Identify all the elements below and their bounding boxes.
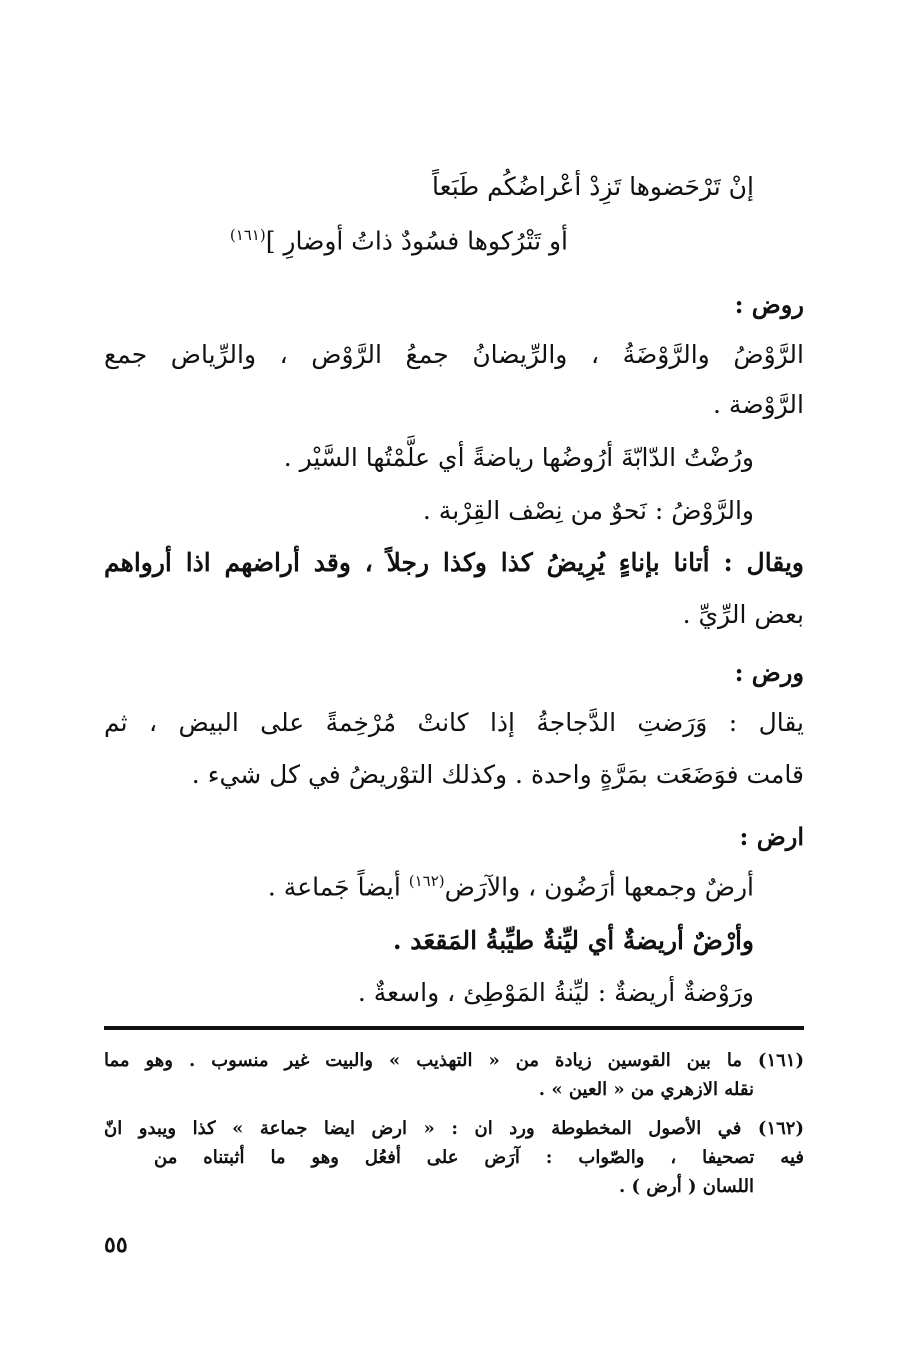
ard-line-1-text: أرضٌ وجمعها أرَضُون ، والآرَض bbox=[444, 872, 754, 902]
rawd-line-6: بعض الرِّيِّ . bbox=[682, 600, 804, 629]
page-number: ٥٥ bbox=[104, 1232, 128, 1258]
ard-line-3: ورَوْضةٌ أريضةٌ : ليِّنةُ المَوْطِئ ، واسعةٌ . bbox=[357, 978, 754, 1007]
ard-line-1-rest: أيضاً جَماعة . bbox=[267, 872, 409, 902]
rawd-line-5: ويقال : أتانا بإناءٍ يُرِيضُ كذا وكذا رجلاً ، وقد أراضهم اذا أرواهم bbox=[104, 548, 804, 577]
footnote-161-line-2: نقله الازهري من « العين » . bbox=[538, 1079, 754, 1100]
footnote-divider bbox=[104, 1026, 804, 1030]
rawd-line-1: الرَّوْضُ والرَّوْضَةُ ، والرِّيضانُ جمعُ الرَّوْض ، والرِّياض جمع bbox=[104, 340, 804, 369]
footnote-162-line-2: فيه تصحيفا ، والصّواب : آرَض على أفعُل وهو ما أثبتناه من bbox=[154, 1147, 804, 1168]
rawd-line-2: الرَّوْضة . bbox=[713, 390, 804, 419]
footnote-162-line-1: (١٦٢) في الأصول المخطوطة ورد ان : « ارض ايضا جماعة » كذا ويبدو انّ bbox=[104, 1118, 804, 1139]
footnote-ref-161: (١٦١) bbox=[229, 226, 266, 244]
footnote-ref-162: (١٦٢) bbox=[408, 872, 445, 890]
verse-line-2-text: أو تَتْرُكوها فسُودٌ ذاتُ أوضارِ ] bbox=[265, 226, 568, 256]
footnote-162-line-3: اللسان ( أرض ) . bbox=[618, 1176, 754, 1197]
rawd-line-4: والرَّوْضُ : نَحوٌ من نِصْف القِرْبة . bbox=[422, 496, 754, 525]
section-heading-ard: ارض : bbox=[739, 822, 804, 851]
rawd-line-3: ورُضْتُ الدّابّةَ أرُوضُها رياضةً أي علَّمْتُها السَّيْر . bbox=[283, 443, 754, 472]
ard-line-2: وأرْضٌ أريضةٌ أي ليِّنةٌ طيِّبةُ المَقعَد . bbox=[392, 926, 754, 955]
ward-line-2: قامت فوَضَعَت بمَرَّةٍ واحدة . وكذلك التوْريضُ في كل شيء . bbox=[191, 760, 804, 789]
verse-line-1: إنْ تَرْحَضوها تَزِدْ أعْراضُكُم طَبَعاً bbox=[432, 172, 754, 201]
footnote-161-line-1: (١٦١) ما بين القوسين زيادة من « التهذيب » والبيت غير منسوب . وهو مما bbox=[104, 1050, 804, 1071]
ward-line-1: يقال : وَرَضتِ الدَّجاجةُ إذا كانتْ مُرْخِمةً على البيض ، ثم bbox=[104, 708, 804, 737]
verse-line-2 bbox=[230, 226, 568, 255]
ard-line-1 bbox=[268, 872, 754, 901]
section-heading-ward: ورض : bbox=[734, 658, 804, 687]
section-heading-rawd: روض : bbox=[734, 290, 804, 319]
